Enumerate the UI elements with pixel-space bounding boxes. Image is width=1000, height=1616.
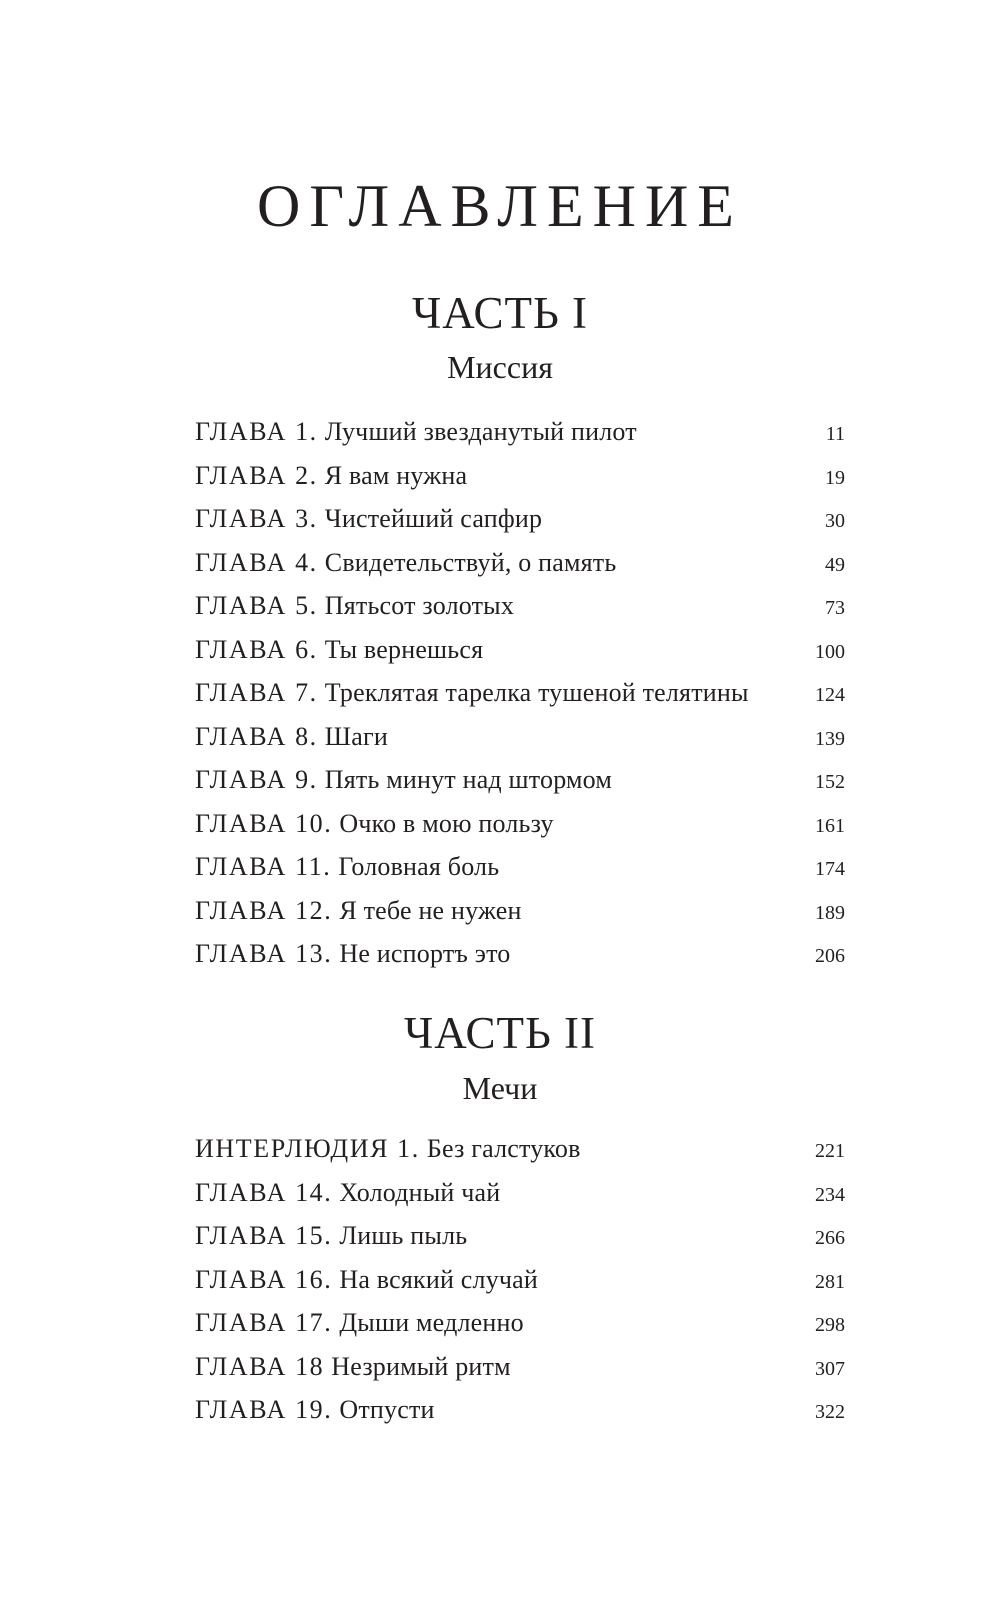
entry-title (195, 541, 616, 585)
entry-page-number: 30 (825, 510, 845, 532)
entry-page-number: 100 (815, 640, 845, 663)
entry-name: Шаги (324, 721, 388, 751)
entry-label: ГЛАВА 2. (195, 460, 318, 490)
entry-page-number: 298 (815, 1314, 845, 1336)
entry-name: Отпусти (339, 1395, 435, 1424)
entry-title (195, 454, 467, 498)
entry-page-number: 221 (815, 1140, 845, 1162)
entry-name: Лучший звезданутый пилот (324, 417, 637, 446)
entry-name: Свидетельствуй, о память (324, 547, 617, 577)
entry-label: ГЛАВА 13. (195, 939, 333, 968)
entry-label: ГЛАВА 3. (195, 504, 318, 533)
toc-entry[interactable] (195, 1214, 845, 1258)
entry-page-number: 11 (825, 423, 845, 445)
entry-label: ИНТЕРЛЮДИЯ 1. (195, 1134, 420, 1163)
toc-entry[interactable] (195, 1301, 845, 1345)
entry-title (195, 889, 522, 933)
entry-title (195, 671, 749, 715)
entry-title (195, 1345, 511, 1389)
toc-entry[interactable] (195, 845, 845, 889)
entry-page-number: 281 (815, 1270, 845, 1293)
entry-label: ГЛАВА 12. (195, 895, 333, 925)
toc-entry[interactable] (195, 671, 845, 715)
toc-entry[interactable] (195, 932, 845, 976)
entry-title (195, 584, 514, 628)
entry-title (195, 1171, 500, 1215)
entry-title (195, 1258, 538, 1302)
part-1-heading: ЧАСТЬ I (411, 288, 589, 338)
entry-page-number: 124 (815, 684, 845, 706)
toc-entry[interactable] (195, 1258, 845, 1302)
entry-label: ГЛАВА 9. (195, 765, 318, 794)
entry-label: ГЛАВА 1. (195, 417, 318, 446)
entry-name: Ты вернешься (324, 634, 484, 664)
entry-name: Я вам нужна (324, 460, 468, 490)
toc-entry[interactable] (195, 889, 845, 933)
entry-page-number: 174 (815, 858, 845, 880)
toc-entry[interactable] (195, 541, 845, 585)
entry-page-number: 266 (815, 1227, 845, 1249)
toc-entry[interactable] (195, 497, 845, 541)
entry-label: ГЛАВА 10. (195, 808, 333, 838)
entry-title (195, 715, 388, 759)
entry-label: ГЛАВА 11. (195, 852, 332, 881)
toc-title: ОГЛАВЛЕНИЕ (257, 173, 743, 239)
entry-label: ГЛАВА 15. (195, 1221, 333, 1250)
entry-title (195, 628, 483, 672)
entry-page-number: 189 (815, 901, 845, 924)
entry-label: ГЛАВА 7. (195, 678, 318, 707)
entry-page-number: 234 (815, 1183, 845, 1206)
entry-title (195, 758, 612, 802)
entry-title (195, 1388, 435, 1432)
entry-title (195, 410, 637, 454)
entry-name: Без галстуков (426, 1134, 581, 1163)
entry-name: Лишь пыль (339, 1221, 468, 1250)
entry-page-number: 19 (825, 466, 845, 489)
entry-name: Незримый ритм (331, 1351, 511, 1381)
entry-name: На всякий случай (339, 1264, 539, 1294)
toc-entry[interactable] (195, 758, 845, 802)
entry-label: ГЛАВА 6. (195, 634, 318, 664)
part-1-entries (195, 410, 845, 976)
toc-entry[interactable] (195, 802, 845, 846)
entry-name: Пятьсот золотых (324, 591, 515, 620)
entry-name: Дыши медленно (339, 1308, 524, 1337)
toc-entry[interactable] (195, 454, 845, 498)
entry-page-number: 206 (815, 945, 845, 967)
entry-page-number: 161 (815, 814, 845, 837)
toc-entry[interactable] (195, 1171, 845, 1215)
entry-title (195, 802, 554, 846)
toc-entry[interactable] (195, 1388, 845, 1432)
entry-name: Головная боль (338, 852, 500, 881)
part-2-subtitle: Мечи (462, 1070, 538, 1106)
entry-page-number: 322 (815, 1401, 845, 1423)
entry-page-number: 152 (815, 771, 845, 793)
entry-page-number: 307 (815, 1357, 845, 1380)
entry-title (195, 497, 542, 541)
entry-name: Треклятая тарелка тушеной телятины (324, 678, 749, 707)
entry-title (195, 1301, 524, 1345)
toc-entry[interactable] (195, 1127, 845, 1171)
entry-title (195, 932, 511, 976)
part-1-subtitle: Миссия (447, 349, 553, 385)
entry-page-number: 139 (815, 727, 845, 750)
part-2-heading: ЧАСТЬ II (403, 1008, 597, 1058)
entry-name: Холодный чай (339, 1177, 501, 1207)
toc-entry[interactable] (195, 410, 845, 454)
toc-entry[interactable] (195, 715, 845, 759)
entry-title (195, 1214, 467, 1258)
entry-name: Я тебе не нужен (339, 895, 522, 925)
entry-title (195, 1127, 581, 1171)
entry-page-number: 73 (825, 597, 845, 619)
entry-name: Чистейший сапфир (324, 504, 543, 533)
toc-entry[interactable] (195, 1345, 845, 1389)
entry-label: ГЛАВА 4. (195, 547, 318, 577)
entry-title (195, 845, 499, 889)
entry-label: ГЛАВА 5. (195, 591, 318, 620)
toc-entry[interactable] (195, 628, 845, 672)
entry-label: ГЛАВА 17. (195, 1308, 333, 1337)
entry-label: ГЛАВА 8. (195, 721, 318, 751)
part-2-entries (195, 1127, 845, 1432)
entry-name: Очко в мою пользу (339, 808, 554, 838)
entry-name: Пять минут над штормом (324, 765, 613, 794)
entry-page-number: 49 (825, 553, 845, 576)
toc-entry[interactable] (195, 584, 845, 628)
entry-label: ГЛАВА 16. (195, 1264, 333, 1294)
entry-label: ГЛАВА 14. (195, 1177, 333, 1207)
entry-label: ГЛАВА 19. (195, 1395, 333, 1424)
entry-name: Не испортъ это (339, 939, 511, 968)
entry-label: ГЛАВА 18 (195, 1351, 325, 1381)
